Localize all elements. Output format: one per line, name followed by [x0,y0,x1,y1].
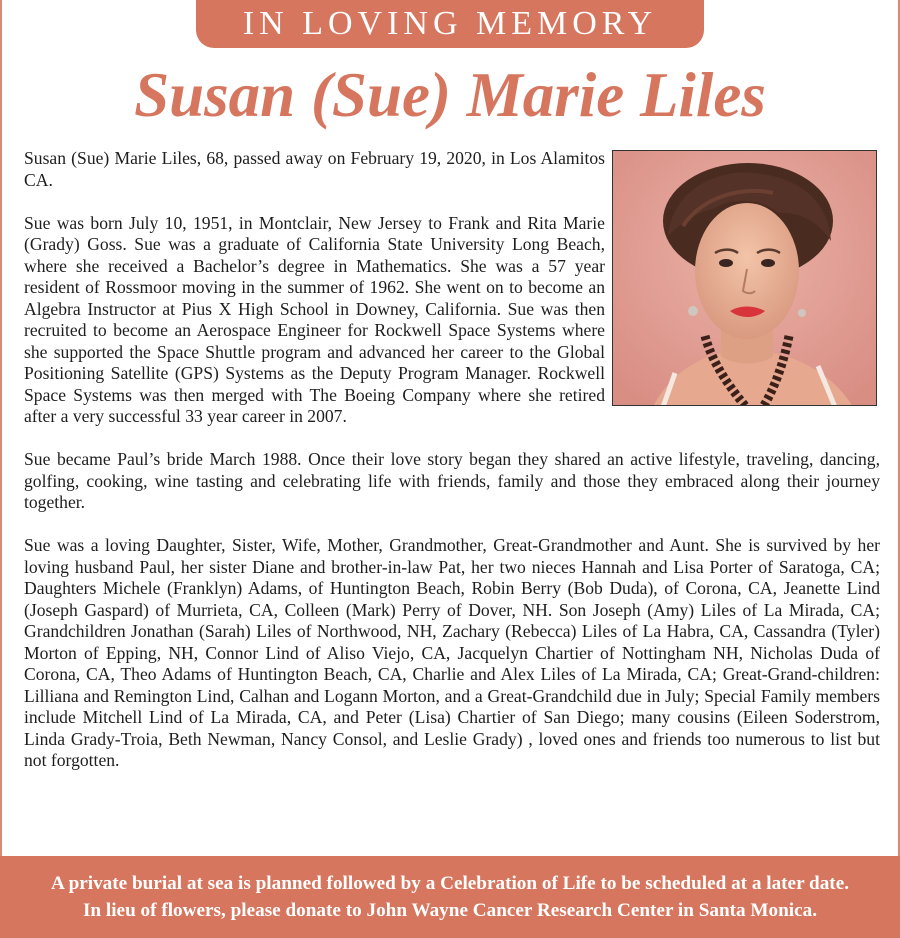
deceased-name-title: Susan (Sue) Marie Liles [134,60,766,130]
portrait-illustration [613,151,877,406]
footer-notice [0,856,900,938]
paragraph-passing: Susan (Sue) Marie Liles, 68, passed away on February 19, 2020, in Los Alamitos CA. [24,148,605,190]
paragraph-biography: Sue was born July 10, 1951, in Montclair, New Jersey to Frank and Rita Marie (Grady) Goss. Sue was a graduate of California State University Long Beach, where she received a Bachelor’s degree in Mathematics. She was a 57 year resident of Rossmoor moving in the summer of 1962. She went on to become an Algebra Instructor at Pius X High School in Downey, California. Sue was then recruited to become an Aerospace Engineer for Rockwell Space Systems where she supported the Space Shuttle program and advanced her career to the Global Positioning Satellite (GPS) Systems as the Deputy Program Manager. Rockwell Space Systems was then merged with The Boeing Company where she retired after a very successful 33 year career in 2007. [24,212,605,426]
paragraph-marriage: Sue became Paul’s bride March 1988. Once their love story began they shared an active lifestyle, traveling, dancing, golfing, cooking, wine tasting and celebrating life with friends, family and those they embraced along their journey together. [24,449,880,512]
footer-line-burial: A private burial at sea is planned followed by a Celebration of Life to be scheduled at a later date. [50,873,850,894]
footer-line-donation: In lieu of flowers, please donate to John Wayne Cancer Research Center in Santa Monica. [82,900,818,921]
memorial-banner [196,0,704,48]
portrait-photo [612,150,877,406]
banner-text: IN LOVING MEMORY [242,5,658,42]
paragraph-survivors: Sue was a loving Daughter, Sister, Wife, Mother, Grandmother, Great-Grandmother and Aunt. She is survived by her loving husband Paul, her sister Diane and brother-in-law Pat, her two nieces Hannah and Lisa Porter of Saratoga, CA; Daughters Michele (Franklyn) Adams, of Huntington Beach, Robin Berry (Bob Duda), of Corona, CA, Jeanette Lind (Joseph Gaspard) of Murrieta, CA, Colleen (Mark) Perry of Dover, NH. Son Joseph (Amy) Liles of La Mirada, CA; Grandchildren Jonathan (Sarah) Liles of Northwood, NH, Zachary (Rebecca) Liles of La Habra, CA, Cassandra (Tyler) Morton of Epping, NH, Connor Lind of Aliso Viejo, CA, Jacquelyn Chartier of Nottingham NH, Nicholas Duda of Corona, CA, Theo Adams of Huntington Beach, CA, Charlie and Alex Liles of La Mirada, CA; Great-Grand-children: Lilliana and Remington Lind, Calhan and Logann Morton, and a Great-Grandchild due in July; Special Family members include Mitchell Lind of La Mirada, CA, and Peter (Lisa) Chartier of San Diego; many cousins (Eileen Soderstrom, Linda Grady-Troia, Beth Newman, Nancy Consol, and Leslie Grady) , loved ones and friends too numerous to list but not forgotten. [24,535,880,770]
